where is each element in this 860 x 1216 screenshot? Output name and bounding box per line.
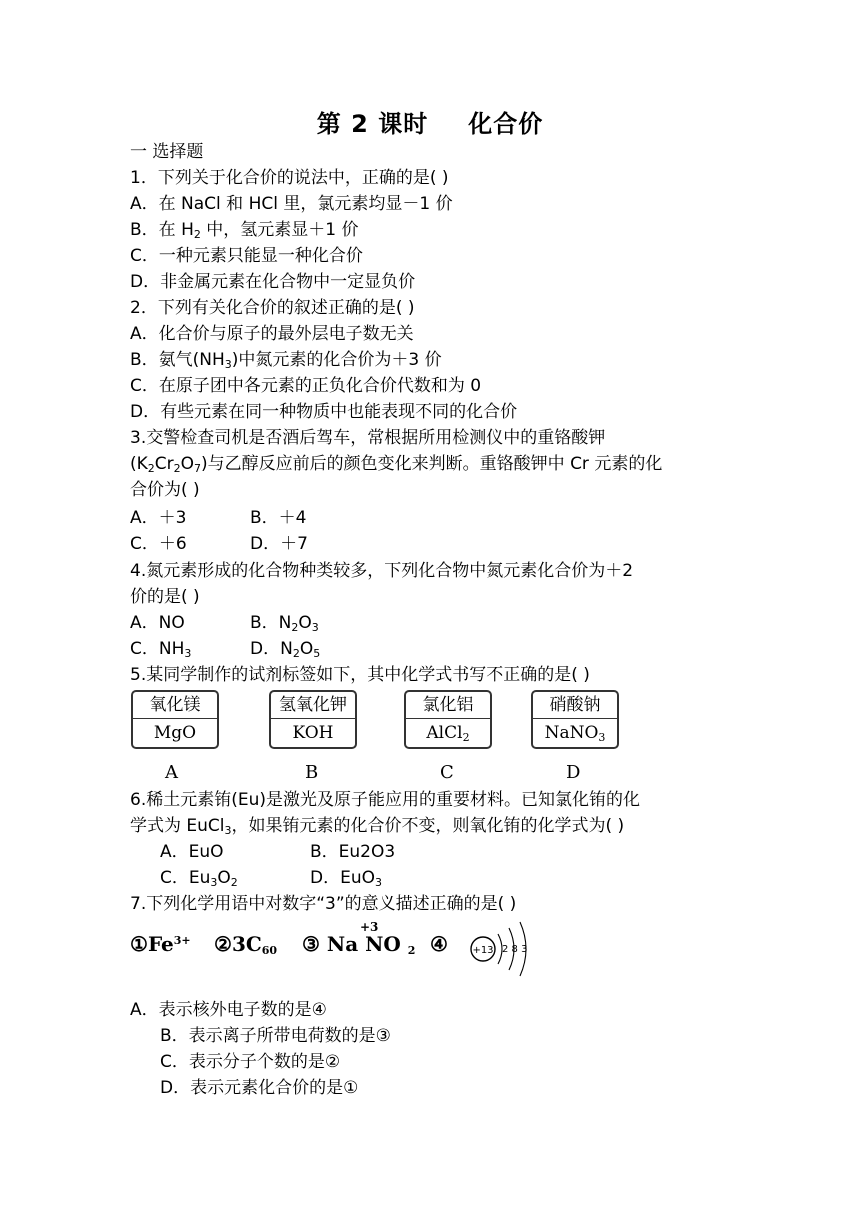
q6-option-b: B．Eu2O3: [310, 842, 396, 862]
q7-valence-mark: +3: [360, 920, 379, 934]
nucleus-charge: +13: [472, 945, 494, 956]
label-letter-c: C: [440, 762, 454, 783]
q6-options-cd: [160, 867, 382, 889]
q1-stem: 1．下列关于化合价的说法中，正确的是( ): [130, 168, 449, 188]
q6-stem-line1: 6.稀土元素铕(Eu)是激光及原子能应用的重要材料。已知氯化铕的化: [130, 790, 640, 810]
q7-option-c: C．表示分子个数的是②: [160, 1052, 341, 1072]
label-letter-a: A: [165, 762, 178, 783]
label-letter-b: B: [305, 762, 319, 783]
q7-option-b: B．表示离子所带电荷数的是③: [160, 1026, 391, 1046]
q6-option-d: D．EuO$_3$: [310, 868, 382, 889]
reagent-label-c: [404, 690, 492, 749]
q4-option-c: C．$NH_3$: [130, 639, 192, 660]
q6-options-ab: [160, 841, 396, 863]
title-topic: 化合价: [468, 110, 544, 138]
q4-stem-line2: 价的是( ): [130, 587, 200, 607]
q6-option-c: C．$Eu_3O_2$: [160, 868, 238, 889]
q1-option-a: A．在 NaCl 和 HCl 里，氯元素均显－1 价: [130, 194, 453, 214]
q7-chemical-symbols: [130, 922, 550, 982]
q3-option-a: A．＋3: [130, 508, 187, 528]
q7-stem: 7.下列化学用语中对数字“3”的意义描述正确的是( ): [130, 894, 517, 914]
q3-options-cd: [130, 533, 308, 555]
reagent-label-a: [131, 690, 219, 749]
q3-stem-line1: 3.交警检查司机是否酒后驾车，常根据所用检测仪中的重铬酸钾: [130, 428, 606, 448]
reagent-label-formula: MgO: [153, 723, 197, 743]
q6-stem-line2: 学式为 EuCl$_3$，如果铕元素的化合价不变，则氧化铕的化学式为( ): [130, 816, 625, 837]
q4-stem-line1: 4.氮元素形成的化合物种类较多，下列化合物中氮元素化合价为＋2: [130, 561, 634, 581]
q3-option-c: C．＋6: [130, 534, 187, 554]
q4-option-b: B．$N_2O_3$: [250, 613, 319, 634]
reagent-label-name: 氧化镁: [133, 692, 217, 719]
q1-option-b: B．在 $H_2$ 中，氢元素显＋1 价: [130, 220, 359, 241]
reagent-label-formula: KOH: [292, 723, 334, 743]
q3-option-d: D．＋7: [250, 534, 308, 554]
reagent-label-d: [531, 690, 619, 749]
q3-options-ab: [130, 507, 307, 529]
q7-item-1: $①Fe^{3+}$: [130, 932, 191, 956]
reagent-label-formula: NaNO$_3$: [544, 723, 606, 744]
q4-options-cd: [130, 638, 321, 660]
q4-options-ab: [130, 612, 319, 634]
q3-stem-line2: $(K_2Cr_2O_7)$与乙醇反应前后的颜色变化来判断。重铬酸钾中 Cr 元素的化: [130, 454, 663, 475]
title-lesson: 第 2 课时: [316, 110, 429, 138]
q2-option-d: D．有些元素在同一种物质中也能表现不同的化合价: [130, 402, 518, 422]
reagent-label-formula: AlCl$_2$: [426, 723, 470, 744]
q7-option-a: A．表示核外电子数的是④: [130, 1000, 327, 1020]
section-heading: 一 选择题: [130, 142, 204, 162]
atom-structure-diagram: [466, 916, 550, 982]
q7-option-d: D．表示元素化合价的是①: [160, 1078, 359, 1098]
q2-option-a: A．化合价与原子的最外层电子数无关: [130, 324, 414, 344]
q6-option-a: A．EuO: [160, 842, 224, 862]
q7-item-4-number: ④: [430, 932, 448, 956]
q2-option-c: C．在原子团中各元素的正负化合价代数和为 0: [130, 376, 482, 396]
electron-shells: 2 8 3: [502, 944, 528, 955]
reagent-label-b: [269, 690, 357, 749]
q7-item-3: ③ Na NO $_2$: [302, 932, 416, 957]
q7-item-2: $②3C_{60}$: [214, 932, 278, 957]
q1-option-c: C．一种元素只能显一种化合价: [130, 246, 363, 266]
q4-option-d: D．$N_2O_5$: [250, 639, 321, 660]
q2-stem: 2．下列有关化合价的叙述正确的是( ): [130, 298, 415, 318]
q1-option-d: D．非金属元素在化合物中一定显负价: [130, 272, 416, 292]
reagent-label-name: 氢氧化钾: [271, 692, 355, 719]
label-letter-d: D: [566, 762, 581, 783]
q3-stem-line3: 合价为( ): [130, 480, 200, 500]
reagent-label-name: 氯化铝: [406, 692, 490, 719]
q3-option-b: B．＋4: [250, 508, 307, 528]
q5-stem: 5.某同学制作的试剂标签如下，其中化学式书写不正确的是( ): [130, 665, 590, 685]
q4-option-a: A．NO: [130, 613, 185, 633]
reagent-label-name: 硝酸钠: [533, 692, 617, 719]
q2-option-b: B．氨气$(NH_3)$中氮元素的化合价为＋3 价: [130, 350, 442, 371]
page-title: [0, 104, 860, 139]
